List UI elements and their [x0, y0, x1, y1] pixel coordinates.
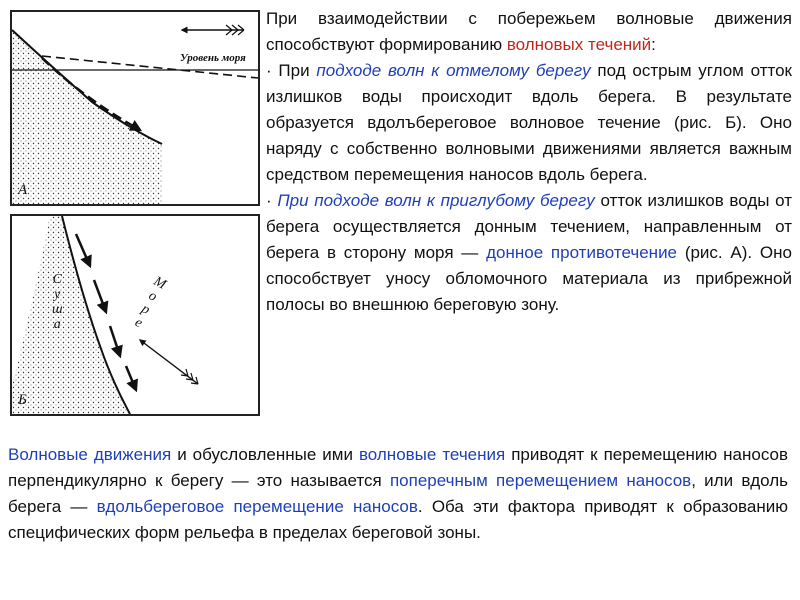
summary-text: приводят к перемещению наносов перпендикулярно к берегу — это называется	[8, 445, 788, 490]
right-text-block	[266, 6, 792, 318]
deep-shore-text: отток излишков воды от берега осуществляется донным течением, направленным от берега в сторону моря —	[266, 191, 792, 262]
summary-text: и обусловленные ими	[171, 445, 359, 464]
figure-a-label: А	[18, 182, 28, 198]
intro-text: При взаимодействии с побережьем волновые движения способствуют формированию	[266, 9, 792, 54]
figure-b-label: Б	[18, 392, 27, 408]
undertow-term: донное противотечение	[486, 243, 678, 262]
longshore-arrow-4	[126, 366, 136, 390]
wave-approach-arrow	[140, 340, 198, 384]
intro-end: :	[651, 35, 656, 54]
bullet-deep-shore	[266, 188, 792, 318]
wave-movements-term: Волновые движения	[8, 445, 172, 464]
bullet-shallow-shore	[266, 58, 792, 188]
land-letter: а	[53, 317, 61, 332]
sea-letter: р	[138, 301, 153, 319]
sea-level-label: Уровень моря	[180, 52, 246, 64]
figure-b	[10, 214, 260, 416]
deep-shore-text-end: (рис. А). Оно способствует уносу обломочного материала из прибрежной полосы во внешнюю береговую зону.	[266, 243, 793, 314]
land-letter: у	[54, 287, 61, 302]
figure-a	[10, 10, 260, 206]
longshore-arrow-2	[94, 280, 106, 312]
wave-currents-term: волновых течений	[506, 35, 652, 54]
land-letter: С	[52, 272, 62, 287]
longshore-arrow-3	[110, 326, 120, 356]
shallow-shore-text: под острым углом отток излишков воды происходит вдоль берега. В результате образуется вдолъбереговое волновое течение (рис. Б). Оно наряду с собственно волновыми движениями является важным средством перемещения наносов вдоль берега.	[266, 61, 792, 184]
land-strip	[12, 216, 130, 414]
sea-letter: М	[150, 274, 169, 293]
figure-a-drawing	[12, 12, 258, 204]
summary-text-end: . Оба эти фактора приводят к образованию специфических форм рельефа в пределах береговой зоны.	[8, 497, 788, 542]
sea-letter: о	[145, 288, 160, 305]
wave-currents-term: волновые течения	[358, 445, 506, 464]
cross-shore-transport-term: поперечным перемещением наносов	[389, 471, 692, 490]
longshore-arrow-1	[76, 234, 90, 266]
bullet-prefix: ·	[266, 191, 278, 210]
longshore-transport-term: вдольбереговое перемещение наносов	[96, 497, 418, 516]
bottom-text-block	[8, 442, 788, 546]
bullet-prefix: · При	[266, 61, 317, 80]
intro-paragraph	[266, 6, 792, 58]
land-label	[52, 272, 63, 332]
deep-shore-term: При подходе волн к приглубому берегу	[277, 191, 595, 210]
sea-letter: е	[132, 315, 145, 332]
summary-paragraph	[8, 442, 788, 546]
shallow-shore-term: подходе волн к отмелому берегу	[316, 61, 591, 80]
summary-text: , или вдоль берега —	[8, 471, 788, 516]
shore-sand	[12, 30, 162, 204]
land-letter: ш	[52, 302, 63, 317]
